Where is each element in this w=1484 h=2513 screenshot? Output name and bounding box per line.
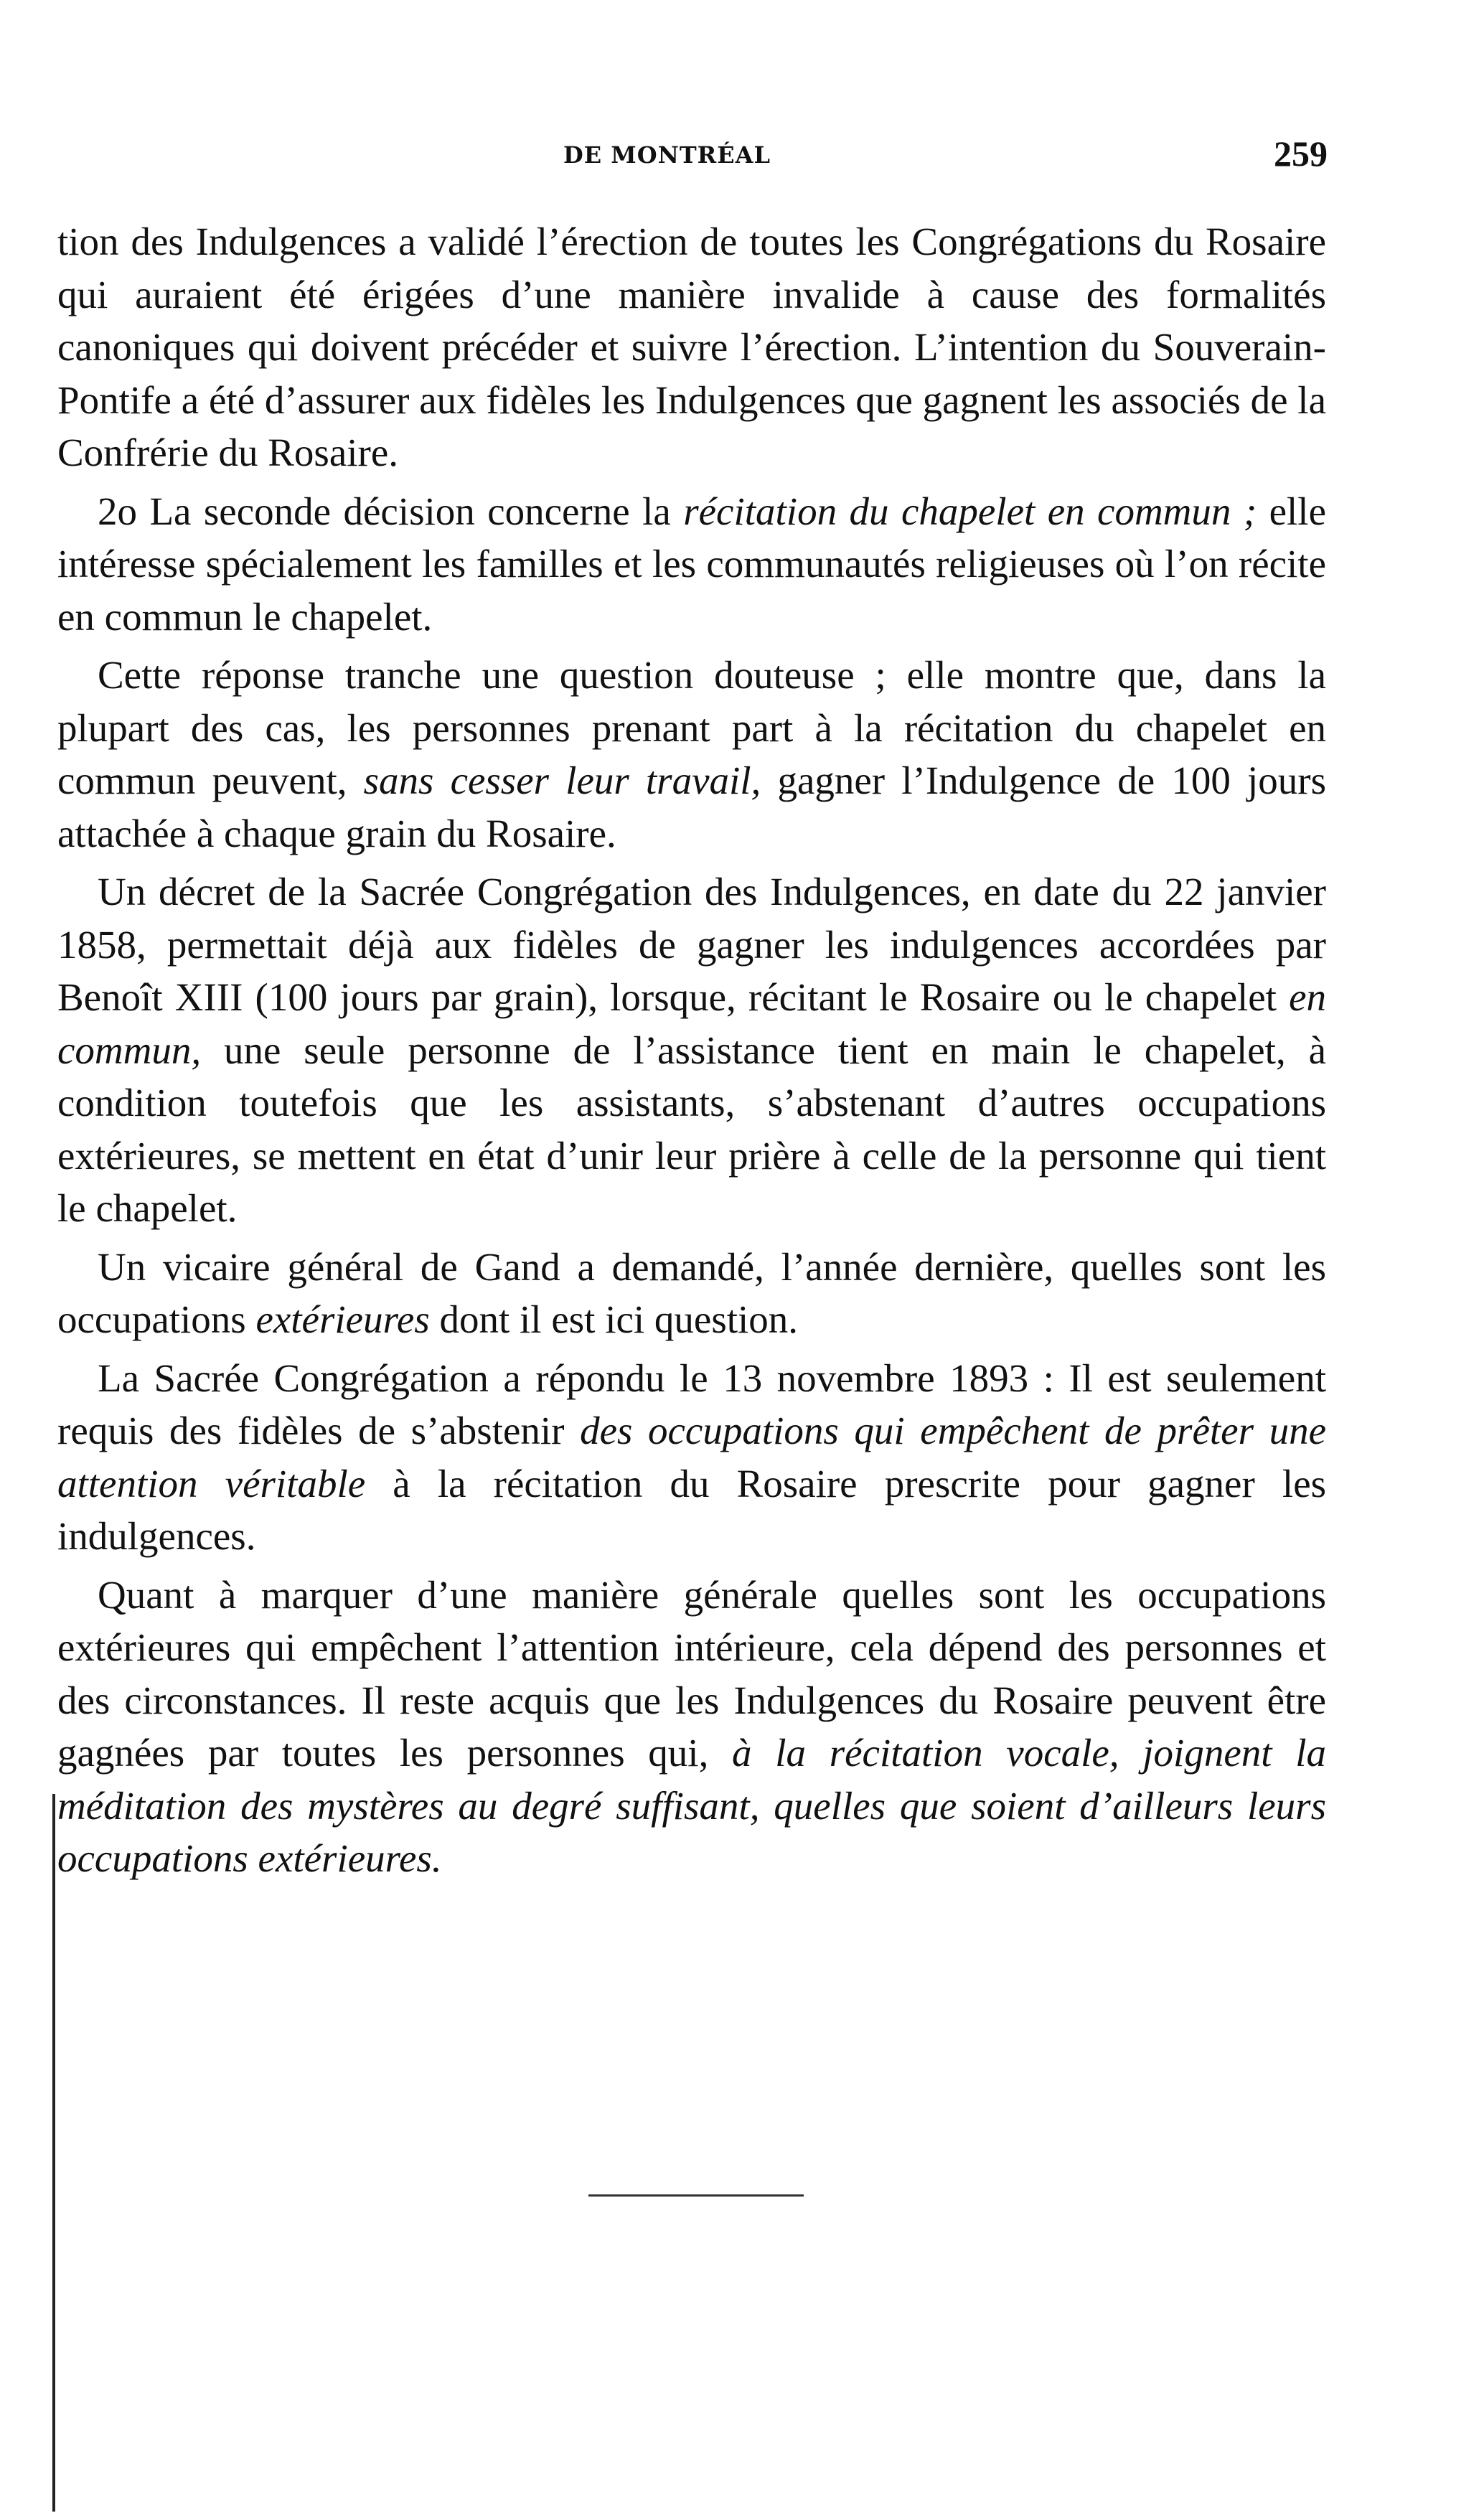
paragraph bbox=[57, 1569, 1326, 1885]
italic-text: des occupations qui empêchent de prêter une attention véritable bbox=[57, 1409, 1326, 1506]
paragraph bbox=[57, 215, 1326, 479]
page-number: 259 bbox=[1274, 133, 1328, 174]
text-run: une seule personne de l’assistance tient en main le chapelet, à condition toutefois que les assistants, s’abstenant d’autres occupations extérieures, se mettent en état d’unir leur prière à celle de la personne qui tient le chapelet. bbox=[57, 1028, 1326, 1230]
italic-text: en commun, bbox=[57, 975, 1326, 1072]
text-run: 2o La seconde décision concerne la bbox=[98, 489, 684, 533]
text-run: Un vicaire général de Gand a demandé, l’année dernière, quelles sont les occupations bbox=[57, 1244, 1326, 1341]
text-run: Quant à marquer d’une manière générale quelles sont les occupations extérieures qui empêchent l’attention intérieure, cela dépend des personnes et des circonstances. Il reste acquis que les Indulgences du Rosaire peuvent être gagnées par toutes les personnes qui, bbox=[57, 1572, 1326, 1775]
text-run: tion des Indulgences a validé l’érection de toutes les Congrégations du Rosaire qui auraient été érigées d’une manière invalide à cause des formalités canoniques qui doivent précéder et suivre l’érection. L’intention du Souverain-Pontife a été d’assurer aux fidèles les Indulgences que gagnent les associés de la Confrérie du Rosaire. bbox=[57, 220, 1326, 474]
text-run: gagner l’Indulgence de 100 jours attachée à chaque grain du Rosaire. bbox=[57, 758, 1327, 855]
paragraph bbox=[57, 1241, 1326, 1346]
italic-text: sans cesser leur travail, bbox=[363, 758, 761, 802]
page-header bbox=[57, 133, 1335, 183]
text-run: à la récitation du Rosaire prescrite pour gagner les indulgences. bbox=[57, 1461, 1327, 1558]
paragraph bbox=[57, 485, 1326, 644]
italic-text: à la récitation vocale, joignent la méditation des mystères au degré suffisant, quelles que soient d’ailleurs leurs occupations extérieures. bbox=[57, 1731, 1326, 1880]
italic-text: récitation du chapelet en commun ; bbox=[683, 489, 1257, 533]
text-run: Un décret de la Sacrée Congrégation des Indulgences, en date du 22 janvier 1858, permettait déjà aux fidèles de gagner les indulgences accordées par Benoît XIII (100 jours par grain), lorsque, récitant le Rosaire ou le chapelet bbox=[57, 870, 1326, 1019]
footer-rule bbox=[588, 2194, 804, 2197]
text-run: Cette réponse tranche une question douteuse ; elle montre que, dans la plupart des cas, les personnes prenant part à la récitation du chapelet en commun peuvent, bbox=[57, 653, 1326, 802]
running-head: DE MONTRÉAL bbox=[563, 141, 771, 169]
paragraph bbox=[57, 649, 1326, 860]
margin-rule bbox=[52, 1794, 55, 2512]
body-text bbox=[57, 215, 1326, 1891]
paragraph bbox=[57, 865, 1326, 1235]
text-run: La Sacrée Congrégation a répondu le 13 novembre 1893 : Il est seulement requis des fidèles de s’abstenir bbox=[57, 1356, 1326, 1452]
italic-text: extérieures bbox=[255, 1297, 430, 1341]
text-run: dont il est ici question. bbox=[429, 1297, 799, 1341]
text-run: elle intéresse spécialement les familles et les communautés religieuses où l’on récite en commun le chapelet. bbox=[57, 489, 1326, 639]
paragraph bbox=[57, 1352, 1326, 1563]
